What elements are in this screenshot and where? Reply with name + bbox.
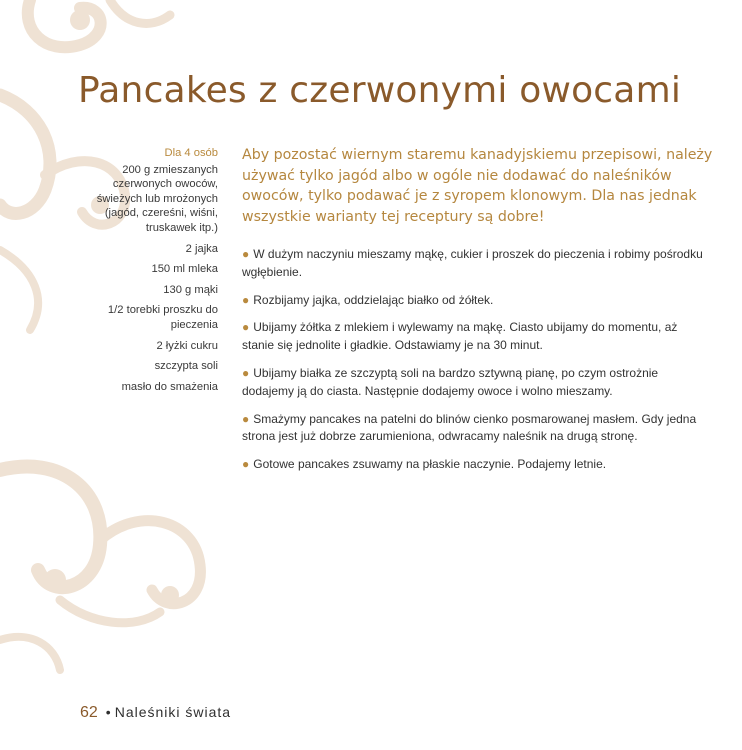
recipe-step-text: Ubijamy żółtka z mlekiem i wylewamy na mąkę. Ciasto ubijamy do momentu, aż stanie się jednolite i gładkie. Odstawiamy je na 30 minut.: [242, 320, 678, 353]
recipe-step-text: Ubijamy białka ze szczyptą soli na bardzo sztywną pianę, po czym ostrożnie dodajemy ją do ciasta. Następnie dodajemy owoce i wolno mieszamy.: [242, 365, 659, 398]
recipe-step: [242, 292, 712, 310]
ingredients-sidebar: [92, 146, 218, 400]
recipe-step: [242, 319, 712, 355]
ingredient-item: 2 jajka: [185, 242, 218, 255]
ingredient-item: 1/2 torebki proszku do pieczenia: [107, 304, 218, 331]
section-name: Naleśniki świata: [114, 704, 232, 720]
recipe-step-text: Smażymy pancakes na patelni do blinów cienko posmarowanej masłem. Gdy jedna strona jest już dobrze zarumieniona, odwracamy naleśnik na drugą stronę.: [242, 411, 697, 444]
servings-label: Dla 4 osób: [164, 147, 218, 159]
bullet-icon: ●: [242, 320, 250, 335]
ingredient-item: 200 g zmieszanych czerwonych owoców, świeżych lub mrożonych (jagód, czereśni, wiśni, truskawek itp.): [96, 163, 218, 234]
recipe-step-text: Gotowe pancakes zsuwamy na płaskie naczynie. Podajemy letnie.: [253, 457, 607, 472]
recipe-step-text: W dużym naczyniu mieszamy mąkę, cukier i proszek do pieczenia i robimy pośrodku wgłębienie.: [242, 247, 703, 279]
page-number: 62: [80, 704, 98, 721]
recipe-step-text: Rozbijamy jajka, oddzielając białko od żółtek.: [253, 292, 494, 307]
bullet-icon: ●: [242, 365, 250, 380]
bullet-icon: ●: [242, 292, 250, 307]
footer-separator: •: [105, 704, 111, 720]
ingredient-item: masło do smażenia: [121, 380, 218, 393]
ingredient-item: 2 łyżki cukru: [156, 339, 218, 352]
page-title: Pancakes z czerwonymi owocami: [78, 70, 682, 111]
ingredient-item: 150 ml mleka: [151, 263, 218, 276]
page-footer: [80, 704, 231, 722]
recipe-step: [242, 246, 712, 282]
ingredient-item: 130 g mąki: [163, 283, 218, 296]
bullet-icon: ●: [242, 457, 250, 472]
recipe-step: [242, 456, 712, 474]
watermark: wedlinydomowe.pl: [76, 640, 680, 704]
bullet-icon: ●: [242, 411, 250, 426]
recipe-step: [242, 411, 712, 447]
bullet-icon: ●: [242, 247, 250, 261]
recipe-steps: [242, 246, 712, 484]
recipe-step: [242, 365, 712, 401]
ingredient-item: szczypta soli: [154, 360, 218, 373]
intro-paragraph: Aby pozostać wiernym staremu kanadyjskiemu przepisowi, należy używać tylko jagód albo w ogóle nie dodawać do naleśników owoców, tylko podawać je z syropem klonowym. Dla nas jednak wszystkie warianty tej receptury są dobre!: [242, 147, 713, 225]
